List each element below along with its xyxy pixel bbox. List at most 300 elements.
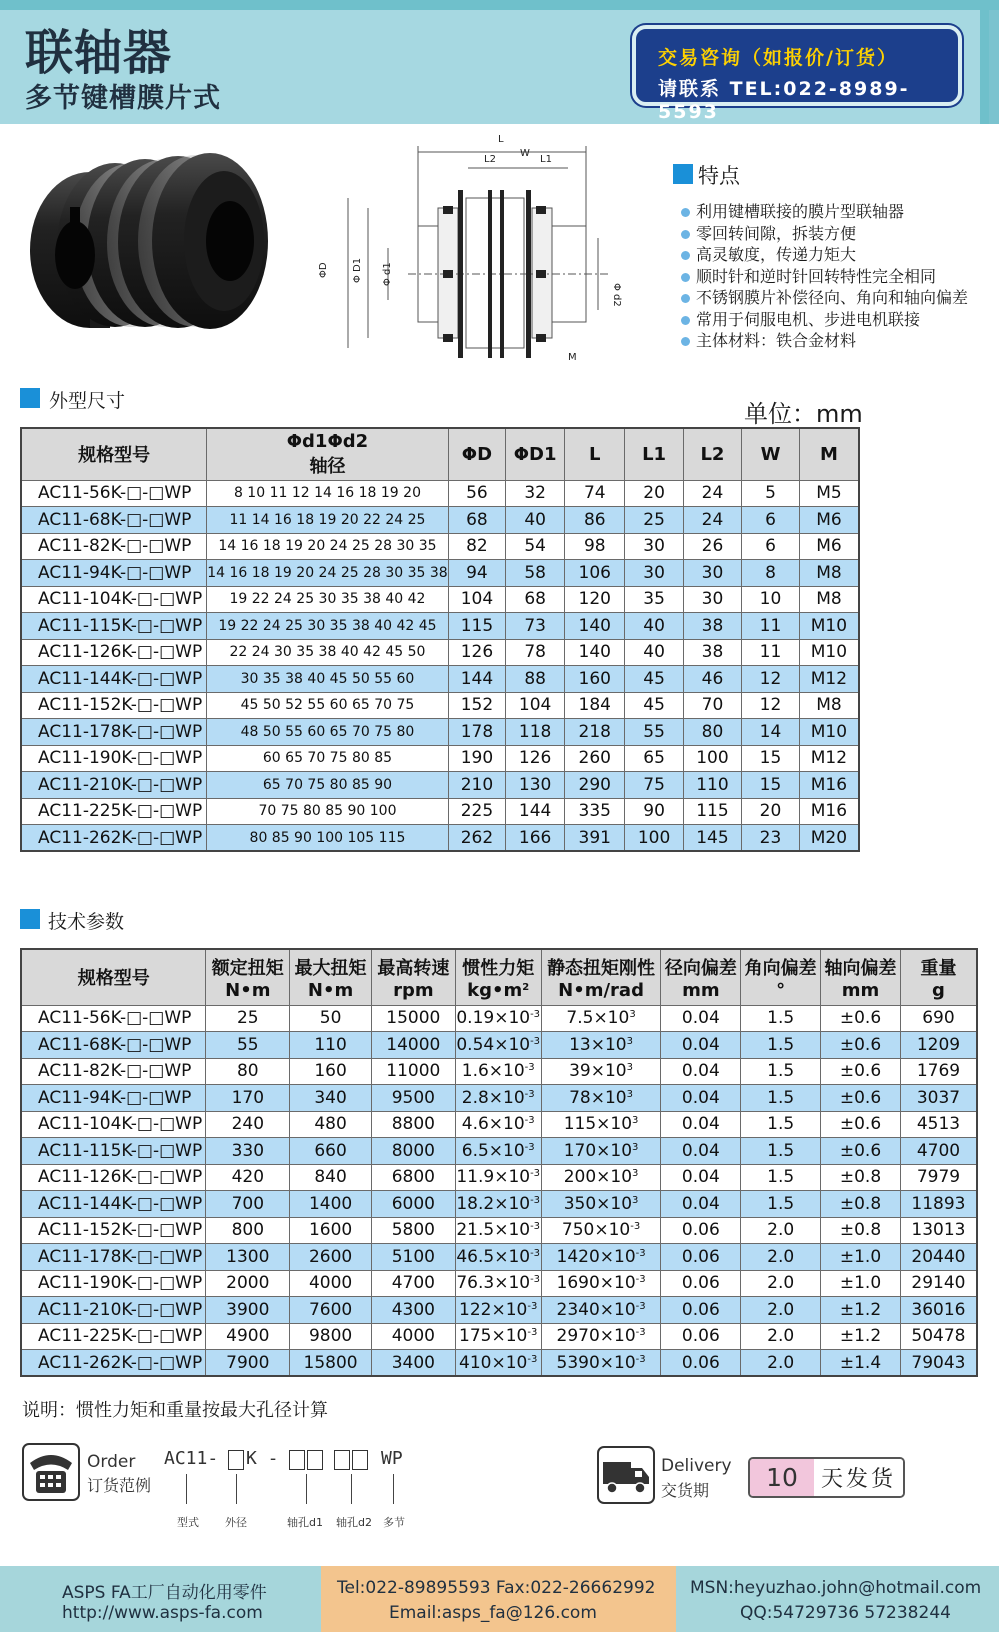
drawing-label-L: L <box>498 134 504 145</box>
dim-cell-M: M10 <box>799 719 859 746</box>
dim-cell-D1: 68 <box>506 586 565 613</box>
technical-row <box>21 1005 977 1032</box>
tech-cell-stiff-base: 39×10 <box>569 1061 627 1082</box>
dimensions-row <box>21 772 859 799</box>
dim-cell-L1: 30 <box>625 560 683 587</box>
tech-cell-speed: 5100 <box>371 1244 455 1271</box>
tech-cell-axial: ±0.8 <box>821 1217 901 1244</box>
delivery-label-en: Delivery <box>661 1456 732 1476</box>
order-part-d1: 轴孔d1 <box>287 1516 323 1529</box>
tech-cell-inertia-base: 4.6×10 <box>461 1114 525 1135</box>
dim-cell-D1: 126 <box>506 745 565 772</box>
tech-cell-stiff-exp: -3 <box>635 1353 646 1365</box>
drawing-label-phiD1: Φ D1 <box>352 257 363 283</box>
tech-col-header <box>741 949 821 1005</box>
tech-cell-model: AC11-210K-□-□WP <box>21 1297 206 1324</box>
order-box-d1b <box>307 1450 323 1470</box>
tech-cell-stiff-base: 1420×10 <box>556 1246 636 1267</box>
tech-cell-axial: ±0.6 <box>821 1032 901 1059</box>
tech-cell-max: 9800 <box>290 1323 372 1350</box>
tech-col-name: 轴向偏差 <box>824 957 897 979</box>
dim-cell-W: 8 <box>742 560 800 587</box>
tech-col-unit-text: N•m <box>307 979 354 1001</box>
order-line-od <box>236 1474 237 1504</box>
page-title: 联轴器 <box>25 25 173 81</box>
tech-cell-inertia <box>455 1350 541 1377</box>
tech-cell-radial: 0.06 <box>661 1323 741 1350</box>
dim-cell-D: 210 <box>448 772 505 799</box>
tech-cell-stiff-exp: 3 <box>629 1009 636 1021</box>
tech-col-unit <box>206 980 289 1001</box>
tech-cell-stiff <box>541 1005 661 1032</box>
note-text: 说明：惯性力矩和重量按最大孔径计算 <box>22 1400 328 1421</box>
tech-cell-model: AC11-178K-□-□WP <box>21 1244 206 1271</box>
tech-cell-inertia <box>455 1111 541 1138</box>
header-edge <box>989 10 999 124</box>
tech-cell-radial: 0.06 <box>661 1270 741 1297</box>
tech-cell-axial: ±0.6 <box>821 1085 901 1112</box>
technical-row <box>21 1244 977 1271</box>
tech-cell-weight: 79043 <box>900 1350 977 1377</box>
dim-cell-L: 86 <box>565 507 625 534</box>
tech-cell-axial: ±0.8 <box>821 1191 901 1218</box>
tech-cell-model: AC11-82K-□-□WP <box>21 1058 206 1085</box>
dim-cell-L2: 70 <box>683 692 741 719</box>
technical-row <box>21 1032 977 1059</box>
dim-cell-model: AC11-126K-□-□WP <box>21 639 207 666</box>
dim-cell-D1: 144 <box>506 798 565 825</box>
delivery-label-cn: 交货期 <box>661 1481 710 1500</box>
tech-cell-angular: 1.5 <box>741 1138 821 1165</box>
tech-cell-model: AC11-190K-□-□WP <box>21 1270 206 1297</box>
dim-cell-bores: 22 24 30 35 38 40 42 45 50 <box>207 639 448 666</box>
tech-cell-stiff-exp: 3 <box>632 1141 639 1153</box>
dim-cell-bores: 8 10 11 12 14 16 18 19 20 <box>207 480 448 507</box>
dim-cell-L: 74 <box>565 480 625 507</box>
tech-cell-inertia-exp: -3 <box>527 1327 538 1339</box>
tech-cell-weight: 29140 <box>900 1270 977 1297</box>
tech-col-header <box>661 949 741 1005</box>
dim-cell-bores: 45 50 52 55 60 65 70 75 <box>207 692 448 719</box>
tech-cell-inertia <box>455 1270 541 1297</box>
footer-contact-block <box>321 1566 676 1632</box>
tech-col-header <box>821 949 901 1005</box>
dim-cell-D1: 88 <box>506 666 565 693</box>
tech-cell-stiff-base: 78×10 <box>569 1087 627 1108</box>
dim-cell-M: M20 <box>799 825 859 852</box>
tech-cell-radial: 0.04 <box>661 1111 741 1138</box>
phone-icon <box>22 1443 80 1501</box>
dim-cell-bores: 19 22 24 25 30 35 38 40 42 45 <box>207 613 448 640</box>
dim-cell-L: 184 <box>565 692 625 719</box>
technical-row <box>21 1191 977 1218</box>
dimensions-row <box>21 719 859 746</box>
tech-cell-rated: 25 <box>206 1005 290 1032</box>
tech-cell-angular: 1.5 <box>741 1191 821 1218</box>
tech-cell-stiff <box>541 1032 661 1059</box>
dim-cell-bores: 30 35 38 40 45 50 55 60 <box>207 666 448 693</box>
footer-msn: MSN:heyuzhao.john@hotmail.com <box>690 1578 982 1598</box>
dim-cell-D: 115 <box>448 613 505 640</box>
dim-cell-L1: 25 <box>625 507 683 534</box>
tech-cell-speed: 4000 <box>371 1323 455 1350</box>
feature-item: 零回转间隙，拆装方便 <box>680 223 968 245</box>
dim-cell-model: AC11-82K-□-□WP <box>21 533 207 560</box>
tech-col-unit <box>901 980 976 1001</box>
footer-company-block <box>0 1566 321 1632</box>
contact-badge[interactable] <box>632 25 962 123</box>
tech-col-unit <box>741 980 820 1001</box>
tech-cell-max: 660 <box>290 1138 372 1165</box>
dimensions-row <box>21 745 859 772</box>
dim-cell-L: 160 <box>565 666 625 693</box>
dim-cell-D: 82 <box>448 533 505 560</box>
footer-email-link[interactable]: Email:asps_fa@126.com <box>389 1603 597 1623</box>
tech-cell-weight: 1209 <box>900 1032 977 1059</box>
tech-col-header <box>900 949 977 1005</box>
features-list <box>680 201 968 352</box>
dim-cell-bores: 65 70 75 80 85 90 <box>207 772 448 799</box>
technical-row <box>21 1138 977 1165</box>
tech-cell-inertia-exp: -3 <box>524 1115 535 1127</box>
tech-cell-weight: 11893 <box>900 1191 977 1218</box>
drawing-label-phid1: Φ d1 <box>382 262 393 286</box>
tech-cell-model: AC11-56K-□-□WP <box>21 1005 206 1032</box>
feature-item: 利用键槽联接的膜片型联轴器 <box>680 201 968 223</box>
tech-col-unit-text: mm <box>682 979 720 1001</box>
tech-cell-inertia-exp: -3 <box>530 1221 541 1233</box>
dim-cell-L: 120 <box>565 586 625 613</box>
tech-cell-weight: 690 <box>900 1005 977 1032</box>
tech-cell-inertia-base: 6.5×10 <box>461 1140 525 1161</box>
tech-cell-stiff-base: 1690×10 <box>556 1273 636 1294</box>
dim-cell-W: 12 <box>742 692 800 719</box>
order-line-d2 <box>351 1474 352 1504</box>
dimensions-square-icon <box>20 388 40 408</box>
dim-cell-M: M8 <box>799 692 859 719</box>
dim-cell-D: 152 <box>448 692 505 719</box>
tech-cell-speed: 14000 <box>371 1032 455 1059</box>
tech-cell-model: AC11-68K-□-□WP <box>21 1032 206 1059</box>
dimensions-table <box>20 427 860 852</box>
dim-cell-L1: 75 <box>625 772 683 799</box>
dim-cell-bores: 11 14 16 18 19 20 22 24 25 <box>207 507 448 534</box>
feature-item: 常用于伺服电机、步进电机联接 <box>680 309 968 331</box>
tech-cell-max: 2600 <box>290 1244 372 1271</box>
dim-cell-model: AC11-178K-□-□WP <box>21 719 207 746</box>
dim-cell-D: 190 <box>448 745 505 772</box>
dim-cell-M: M6 <box>799 533 859 560</box>
tech-cell-stiff-base: 2340×10 <box>556 1299 636 1320</box>
tech-col-header <box>290 949 372 1005</box>
col-W: W <box>742 428 800 480</box>
dim-cell-L: 140 <box>565 613 625 640</box>
tech-cell-stiff <box>541 1164 661 1191</box>
dimensions-row <box>21 666 859 693</box>
order-label-cn: 订货范例 <box>87 1476 152 1495</box>
col-L1: L1 <box>625 428 683 480</box>
tech-cell-rated: 80 <box>206 1058 290 1085</box>
tech-cell-inertia-base: 21.5×10 <box>456 1220 531 1241</box>
delivery-days: 10 <box>750 1459 814 1496</box>
dim-cell-model: AC11-152K-□-□WP <box>21 692 207 719</box>
dim-cell-M: M6 <box>799 507 859 534</box>
dim-cell-L: 290 <box>565 772 625 799</box>
tech-cell-inertia-exp: -3 <box>530 1274 541 1286</box>
feature-item: 不锈钢膜片补偿径向、角向和轴向偏差 <box>680 287 968 309</box>
dim-cell-M: M8 <box>799 586 859 613</box>
footer-url-link[interactable]: http://www.asps-fa.com <box>62 1603 263 1623</box>
tech-cell-max: 50 <box>290 1005 372 1032</box>
dim-cell-L2: 30 <box>683 560 741 587</box>
feature-item: 高灵敏度，传递力矩大 <box>680 244 968 266</box>
dim-cell-model: AC11-144K-□-□WP <box>21 666 207 693</box>
tech-cell-stiff-exp: 3 <box>626 1088 633 1100</box>
tech-col-header <box>371 949 455 1005</box>
dim-cell-D: 178 <box>448 719 505 746</box>
tech-cell-inertia-exp: -3 <box>524 1088 535 1100</box>
tech-col-header <box>541 949 661 1005</box>
tech-cell-inertia-base: 76.3×10 <box>456 1273 531 1294</box>
tech-cell-inertia <box>455 1323 541 1350</box>
tech-cell-model: AC11-126K-□-□WP <box>21 1164 206 1191</box>
tech-cell-stiff <box>541 1244 661 1271</box>
tech-cell-inertia-exp: -3 <box>530 1168 541 1180</box>
dim-cell-L2: 110 <box>683 772 741 799</box>
tech-cell-angular: 1.5 <box>741 1111 821 1138</box>
tech-cell-rated: 330 <box>206 1138 290 1165</box>
tech-col-name: 最大扭矩 <box>294 957 367 979</box>
dim-cell-M: M10 <box>799 613 859 640</box>
dim-cell-W: 11 <box>742 639 800 666</box>
tech-cell-rated: 170 <box>206 1085 290 1112</box>
dim-cell-L2: 38 <box>683 639 741 666</box>
tech-cell-stiff <box>541 1270 661 1297</box>
dim-cell-model: AC11-190K-□-□WP <box>21 745 207 772</box>
tech-cell-inertia-base: 0.54×10 <box>456 1034 531 1055</box>
tech-cell-stiff <box>541 1217 661 1244</box>
dim-cell-D: 56 <box>448 480 505 507</box>
tech-cell-stiff-base: 5390×10 <box>556 1352 636 1373</box>
dim-cell-W: 23 <box>742 825 800 852</box>
tech-cell-stiff-base: 750×10 <box>561 1220 631 1241</box>
tech-cell-inertia-base: 410×10 <box>459 1352 528 1373</box>
col-model: 规格型号 <box>21 428 207 480</box>
dim-cell-W: 12 <box>742 666 800 693</box>
order-box-d1a <box>289 1450 305 1470</box>
unit-label: 单位：mm <box>744 400 863 428</box>
tech-cell-stiff-exp: 3 <box>632 1168 639 1180</box>
technical-row <box>21 1164 977 1191</box>
dim-cell-L2: 24 <box>683 507 741 534</box>
tech-cell-inertia-base: 11.9×10 <box>456 1167 531 1188</box>
tech-cell-radial: 0.04 <box>661 1032 741 1059</box>
tech-cell-speed: 3400 <box>371 1350 455 1377</box>
tech-col-name: 额定扭矩 <box>211 957 284 979</box>
tech-cell-model: AC11-104K-□-□WP <box>21 1111 206 1138</box>
dim-cell-L2: 115 <box>683 798 741 825</box>
tech-cell-max: 840 <box>290 1164 372 1191</box>
dim-cell-D: 94 <box>448 560 505 587</box>
tech-cell-weight: 50478 <box>900 1323 977 1350</box>
tech-cell-speed: 8800 <box>371 1111 455 1138</box>
tech-cell-weight: 20440 <box>900 1244 977 1271</box>
dim-cell-D1: 73 <box>506 613 565 640</box>
dimensions-section-title: 外型尺寸 <box>49 390 126 412</box>
technical-table <box>20 948 978 1377</box>
tech-cell-rated: 4900 <box>206 1323 290 1350</box>
tech-cell-inertia <box>455 1244 541 1271</box>
tech-col-name: 惯性力矩 <box>462 957 535 979</box>
tech-cell-weight: 4513 <box>900 1111 977 1138</box>
tech-cell-weight: 36016 <box>900 1297 977 1324</box>
dim-cell-W: 14 <box>742 719 800 746</box>
tech-cell-angular: 1.5 <box>741 1085 821 1112</box>
dim-cell-D: 262 <box>448 825 505 852</box>
tech-cell-inertia-exp: -3 <box>524 1141 535 1153</box>
features-square-icon <box>673 164 693 184</box>
tech-cell-stiff-base: 200×10 <box>563 1167 633 1188</box>
order-code-prefix: AC11- <box>164 1448 219 1469</box>
dim-cell-D: 68 <box>448 507 505 534</box>
tech-col-name: 重量 <box>920 957 957 979</box>
order-box-d2b <box>352 1450 368 1470</box>
order-part-wp: 多节 <box>383 1516 405 1529</box>
contact-phone-text: 请联系 TEL:022-8989-5593 <box>658 78 910 123</box>
tech-cell-angular: 1.5 <box>741 1058 821 1085</box>
drawing-label-phid2: Φ d2 <box>611 283 622 307</box>
tech-cell-stiff <box>541 1138 661 1165</box>
technical-row <box>21 1217 977 1244</box>
tech-cell-max: 110 <box>290 1032 372 1059</box>
tech-cell-model: AC11-262K-□-□WP <box>21 1350 206 1377</box>
tech-cell-angular: 1.5 <box>741 1005 821 1032</box>
feature-item: 顺时针和逆时针回转特性完全相同 <box>680 266 968 288</box>
tech-cell-inertia <box>455 1005 541 1032</box>
dimensions-row <box>21 639 859 666</box>
tech-cell-radial: 0.06 <box>661 1217 741 1244</box>
dim-cell-L: 260 <box>565 745 625 772</box>
dim-cell-D1: 78 <box>506 639 565 666</box>
tech-cell-stiff <box>541 1350 661 1377</box>
col-bore <box>207 428 448 480</box>
dim-cell-model: AC11-115K-□-□WP <box>21 613 207 640</box>
tech-cell-stiff <box>541 1323 661 1350</box>
dim-cell-W: 11 <box>742 613 800 640</box>
dim-cell-L: 218 <box>565 719 625 746</box>
order-code-wp: WP <box>381 1448 403 1469</box>
dimensions-row <box>21 692 859 719</box>
tech-col-name: 静态扭矩刚性 <box>547 957 656 979</box>
tech-cell-max: 7600 <box>290 1297 372 1324</box>
dim-cell-L1: 20 <box>625 480 683 507</box>
tech-cell-stiff-base: 350×10 <box>563 1193 633 1214</box>
dim-cell-L: 391 <box>565 825 625 852</box>
tech-cell-radial: 0.04 <box>661 1005 741 1032</box>
dim-cell-L: 98 <box>565 533 625 560</box>
tech-cell-inertia-base: 1.6×10 <box>461 1061 525 1082</box>
dim-cell-M: M12 <box>799 745 859 772</box>
tech-cell-speed: 9500 <box>371 1085 455 1112</box>
tech-col-header <box>206 949 290 1005</box>
footer-company: ASPS FA工厂自动化用零件 <box>62 1583 267 1603</box>
tech-cell-radial: 0.04 <box>661 1164 741 1191</box>
page-subtitle: 多节键槽膜片式 <box>25 83 221 114</box>
dim-cell-D1: 104 <box>506 692 565 719</box>
dimensions-row <box>21 825 859 852</box>
dim-cell-D: 144 <box>448 666 505 693</box>
tech-col-unit-text: rpm <box>393 979 434 1001</box>
tech-cell-speed: 11000 <box>371 1058 455 1085</box>
features-title: 特点 <box>698 164 740 188</box>
tech-cell-max: 1400 <box>290 1191 372 1218</box>
tech-cell-max: 340 <box>290 1085 372 1112</box>
dim-cell-bores: 70 75 80 85 90 100 <box>207 798 448 825</box>
tech-col-name: 最高转速 <box>377 957 450 979</box>
order-part-od: 外径 <box>225 1516 247 1529</box>
tech-cell-model: AC11-144K-□-□WP <box>21 1191 206 1218</box>
tech-cell-stiff-exp: 3 <box>626 1035 633 1047</box>
tech-cell-axial: ±0.6 <box>821 1058 901 1085</box>
drawing-label-L1: L1 <box>540 154 552 165</box>
tech-cell-inertia-base: 122×10 <box>459 1299 528 1320</box>
col-L: L <box>565 428 625 480</box>
tech-cell-inertia-exp: -3 <box>530 1009 541 1021</box>
dim-cell-model: AC11-262K-□-□WP <box>21 825 207 852</box>
tech-cell-angular: 2.0 <box>741 1350 821 1377</box>
tech-cell-stiff-exp: -3 <box>630 1221 641 1233</box>
tech-cell-axial: ±1.2 <box>821 1297 901 1324</box>
dim-cell-bores: 14 16 18 19 20 24 25 28 30 35 38 <box>207 560 448 587</box>
tech-cell-inertia-exp: -3 <box>530 1194 541 1206</box>
dim-cell-L1: 35 <box>625 586 683 613</box>
tech-cell-radial: 0.06 <box>661 1297 741 1324</box>
tech-col-unit <box>290 980 371 1001</box>
drawing-label-phiD: ΦD <box>318 262 329 278</box>
tech-cell-inertia <box>455 1164 541 1191</box>
dim-cell-M: M10 <box>799 639 859 666</box>
tech-col-name: 规格型号 <box>77 968 150 990</box>
tech-cell-inertia-base: 175×10 <box>459 1326 528 1347</box>
tech-cell-axial: ±1.0 <box>821 1244 901 1271</box>
tech-cell-inertia-exp: -3 <box>527 1300 538 1312</box>
dim-cell-L1: 45 <box>625 666 683 693</box>
tech-cell-stiff-base: 170×10 <box>563 1140 633 1161</box>
tech-cell-weight: 7979 <box>900 1164 977 1191</box>
delivery-days-text: 天发货 <box>814 1459 903 1496</box>
tech-cell-speed: 6000 <box>371 1191 455 1218</box>
tech-col-name: 径向偏差 <box>664 957 737 979</box>
tech-cell-axial: ±0.8 <box>821 1164 901 1191</box>
tech-cell-radial: 0.06 <box>661 1244 741 1271</box>
tech-cell-axial: ±0.6 <box>821 1138 901 1165</box>
drawing-label-W: W <box>520 148 530 159</box>
drawing-label-L2: L2 <box>484 154 496 165</box>
tech-cell-speed: 5800 <box>371 1217 455 1244</box>
col-bore-title: Φd1Φd2 <box>286 430 369 452</box>
dim-cell-L1: 30 <box>625 533 683 560</box>
tech-cell-stiff <box>541 1058 661 1085</box>
tech-cell-max: 4000 <box>290 1270 372 1297</box>
dim-cell-D: 126 <box>448 639 505 666</box>
dim-cell-W: 5 <box>742 480 800 507</box>
dim-cell-W: 10 <box>742 586 800 613</box>
dim-cell-L2: 46 <box>683 666 741 693</box>
tech-cell-stiff-exp: -3 <box>635 1327 646 1339</box>
dim-cell-M: M16 <box>799 798 859 825</box>
dim-cell-W: 6 <box>742 533 800 560</box>
dim-cell-bores: 48 50 55 60 65 70 75 80 <box>207 719 448 746</box>
